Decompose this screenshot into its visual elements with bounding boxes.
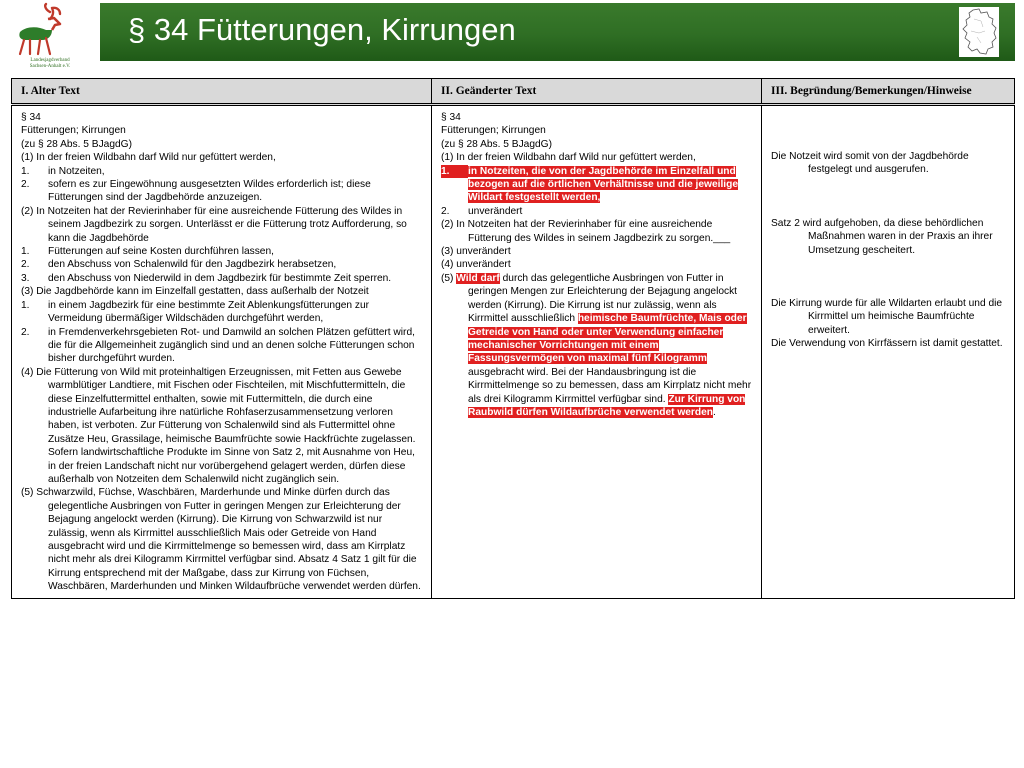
section-title: Fütterungen; Kirrungen	[21, 125, 126, 137]
header-reasoning: III. Begründung/Bemerkungen/Hinweise	[762, 79, 1015, 105]
logo-subtext: Sachsen-Anhalt e.V.	[29, 64, 71, 69]
list-item: 2. unverändert	[441, 205, 523, 217]
deer-logo-icon	[8, 2, 78, 60]
saxony-anhalt-map-icon	[959, 7, 999, 57]
list-item: 1. in Notzeiten,	[21, 165, 105, 177]
highlight-text: in Notzeiten, die von der Jagdbehörde im Einzelfall und bezogen auf die örtlichen Verhältnisse und die jeweilige Wildart festgestellt werden,	[468, 165, 739, 204]
paragraph-4: (4) Die Fütterung von Wild mit proteinhaltigen Erzeugnissen, mit Fetten aus Gewebe warmblütiger Landtiere, mit Fischen oder Fischteilen, mit Mischfuttermitteln, die diese Einzelfuttermittel enthalten, sowie mit Futtermitteln, die durch eine industrielle Aufarbeitung ihre natürliche Rohfaserzusammensetzung verloren haben, ist verboten. Zur Fütterung von Schalenwild sind als Futtermittel ohne Zusätze Heu, Grassilage, heimische Baumfrüchte sowie Hackfrüchte zugelassen. Sofern landwirtschaftliche Produkte im Sinne von Satz 2, mit Ausnahme von Heu, in der freien Landschaft nicht nur vorübergehend gelagert werden, dürfen diese außerhalb von Notzeiten dem Schalenwild nicht zugänglich sein.	[21, 366, 416, 485]
section-reference: (zu § 28 Abs. 5 BJagdG)	[21, 138, 132, 150]
paragraph-4: (4) unverändert	[441, 259, 511, 271]
title-banner	[100, 3, 1015, 61]
list-item: 2. sofern es zur Eingewöhnung ausgesetzten Wildes erforderlich ist; diese Fütterungen sind der Jagdbehörde anzuzeigen.	[21, 179, 371, 204]
highlight-text: Zur Kirrung von Raubwild dürfen Wildaufbrüche verwendet werden	[468, 393, 746, 418]
logo-text: Landesjagdverband	[30, 58, 70, 63]
highlight-text: heimische Baumfrüchte, Mais oder Getreide von Hand oder unter Verwendung einfacher mechanischer Vorrichtungen mit einem Fassungsvermögen von maximal fünf Kilogramm	[468, 313, 747, 365]
table-header-row	[12, 79, 1015, 105]
paragraph-2: (2) In Notzeiten hat der Revierinhaber für eine ausreichende Fütterung des Wildes in seinem Jagdbezirk zu sorgen. Unterlässt er die Fütterung trotz Aufforderung, so kann die Jagdbehörde	[21, 205, 407, 244]
list-item: 2. in Fremdenverkehrsgebieten Rot- und Damwild an solchen Plätzen gefüttert wird, die für die Allgemeinheit zugänglich sind und an denen solche Fütterungen schon bisher durchgeführt wurden.	[21, 326, 415, 365]
note: Die Verwendung von Kirrfässern ist damit gestattet.	[771, 338, 1003, 350]
note: Satz 2 wird aufgehoben, da diese behördlichen Maßnahmen waren in der Praxis an ihrer Umsetzung gescheitert.	[771, 217, 993, 256]
list-item: 1. in einem Jagdbezirk für eine bestimmte Zeit Ablenkungsfütterungen zur Vermeidung übermäßiger Wildschäden durchgeführt werden,	[21, 299, 370, 325]
paragraph-1: (1) In der freien Wildbahn darf Wild nur gefüttert werden,	[21, 152, 276, 164]
old-text-cell	[12, 105, 432, 599]
paragraph-3: (3) Die Jagdbehörde kann im Einzelfall gestatten, dass außerhalb der Notzeit	[21, 286, 369, 298]
new-text-cell	[432, 105, 762, 599]
list-item	[441, 165, 752, 205]
logo	[8, 2, 94, 74]
paragraph-5: (5) Schwarzwild, Füchse, Waschbären, Marderhunde und Minke dürfen durch das gelegentliche Ausbringen von Futter in geringen Mengen zur Erleichterung der Bejagung angelockt werden (Kirrung). Die Kirrung von Schwarzwild ist nur zulässig, wenn als Kirrmittel ausschließlich Mais oder Getreide von Hand ausgebracht wird und die Kirrmittelmenge so bemessen wird, dass am Kirrplatz nicht mehr als drei Kilogramm Kirrmittel verfügbar sind. Absatz 4 Satz 1 gilt für die Kirrung entsprechend mit der Maßgabe, dass zur Kirrung von Füchsen, Waschbären, Marderhunden und Minken Wildaufbrüche verwendet werden dürfen.	[21, 487, 421, 593]
section-reference: (zu § 28 Abs. 5 BJagdG)	[441, 138, 552, 150]
comparison-table	[11, 78, 1015, 599]
paragraph-symbol: § 34	[21, 112, 41, 123]
section-title: Fütterungen; Kirrungen	[441, 125, 546, 137]
list-item: 1. Fütterungen auf seine Kosten durchführen lassen,	[21, 246, 274, 258]
note: Die Notzeit wird somit von der Jagdbehörde festgelegt und ausgerufen.	[771, 151, 969, 176]
state-map	[959, 7, 999, 57]
header-new-text: II. Geänderter Text	[432, 79, 762, 105]
highlight-number: 1.	[441, 165, 468, 178]
list-item: 2. den Abschuss von Schalenwild für den Jagdbezirk herabsetzen,	[21, 259, 337, 271]
table-row	[12, 105, 1015, 599]
paragraph-symbol: § 34	[441, 112, 461, 123]
paragraph-5: (5) Wild darf durch das gelegentliche Ausbringen von Futter in geringen Mengen zur Erleichterung der Bejagung angelockt werden (Kirrung). Die Kirrung ist nur zulässig, wenn als Kirrmittel ausschließlich heimische Baumfrüchte, Mais oder Getreide von Hand oder unter Verwendung einfacher mechanischer Vorrichtungen mit einem Fassungsvermögen von maximal fünf Kilogramm ausgebracht wird. Bei der Handausbringung ist die Kirrmittelmenge so zu bemessen, dass am Kirrplatz nicht mehr als drei Kilogramm Kirrmittel verfügbar sind. Zur Kirrung von Raubwild dürfen Wildaufbrüche verwendet werden.	[441, 272, 752, 418]
reasoning-cell	[762, 105, 1015, 599]
paragraph-3: (3) unverändert	[441, 246, 511, 258]
paragraph-2: (2) In Notzeiten hat der Revierinhaber für eine ausreichende Fütterung des Wildes in seinem Jagdbezirk zu sorgen.___	[441, 219, 731, 244]
list-item: 3. den Abschuss von Niederwild in dem Jagdbezirk für bestimmte Zeit sperren.	[21, 272, 392, 284]
header-old-text: I. Alter Text	[12, 79, 432, 105]
note: Die Kirrung wurde für alle Wildarten erlaubt und die Kirrmittel um heimische Baumfrüchte erweitert.	[771, 298, 1003, 336]
page-title: § 34 Fütterungen, Kirrungen	[128, 12, 516, 47]
paragraph-1: (1) In der freien Wildbahn darf Wild nur gefüttert werden,	[441, 152, 696, 164]
highlight-text: Wild darf	[456, 272, 500, 284]
